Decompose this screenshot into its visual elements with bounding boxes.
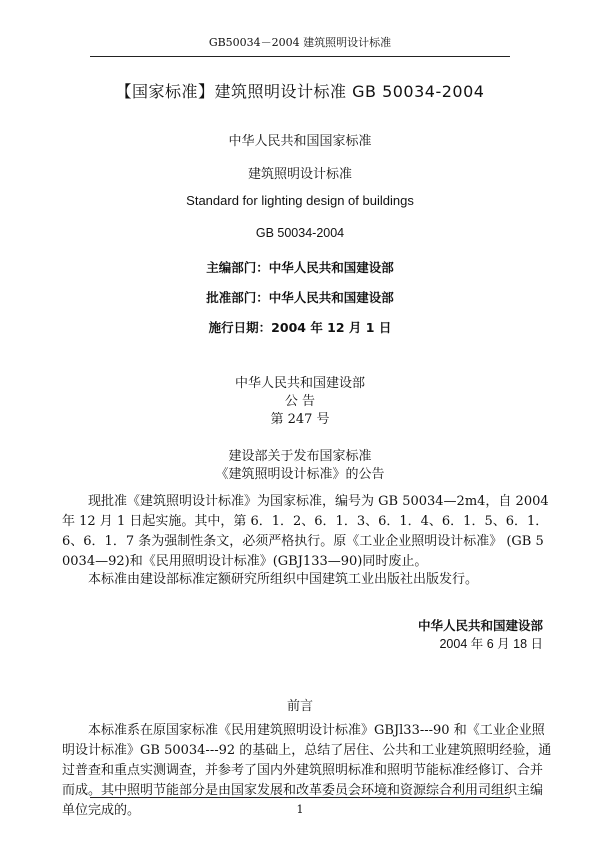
- standard-title-en: Standard for lighting design of buildings: [186, 193, 414, 208]
- effective-date: 施行日期：2004 年 12 月 1 日: [208, 320, 392, 335]
- standard-code: GB 50034-2004: [255, 226, 345, 240]
- notice-signature-date: 2004 年 6 月 18 日: [439, 637, 543, 651]
- footer-rule: [90, 797, 510, 798]
- notice-number: 第 247 号: [270, 412, 330, 427]
- notice-paragraph-1: 现批准《建筑照明设计标准》为国家标准，编号为 GB 50034—2m4，自 2004 年 12 月 1 日起实施。其中，第 6．1．2、6．1．3、6．1．4、6．1．5、6．1．6、6．1．7 条为强制性条文，必须严格执行。原《工业企业照明设计标准》 (GB 50034—92)和《民用照明设计标准》(GBJ133—90)同时废止。: [62, 494, 549, 569]
- notice-title-line2: 《建筑照明设计标准》的公告: [215, 467, 385, 482]
- document-title: 【国家标准】建筑照明设计标准 GB 50034-2004: [115, 82, 485, 101]
- notice-type: 公 告: [284, 394, 316, 409]
- approval-department: 批准部门：中华人民共和国建设部: [206, 290, 394, 305]
- notice-issuer: 中华人民共和国建设部: [234, 376, 365, 391]
- notice-title-line1: 建设部关于发布国家标准: [228, 449, 372, 464]
- country-standard-label: 中华人民共和国国家标准: [228, 134, 372, 149]
- notice-signature-org: 中华人民共和国建设部: [417, 618, 543, 633]
- standard-title-cn: 建筑照明设计标准: [247, 167, 352, 182]
- running-header: GB50034－2004 建筑照明设计标准: [208, 36, 392, 49]
- editor-department: 主编部门：中华人民共和国建设部: [206, 260, 394, 275]
- page-number: 1: [296, 803, 304, 816]
- header-rule: [90, 56, 510, 57]
- preface-heading: 前言: [286, 699, 313, 714]
- notice-paragraph-2: 本标准由建设部标准定额研究所组织中国建筑工业出版社出版发行。: [88, 572, 479, 587]
- preface-paragraph: 本标准系在原国家标准《民用建筑照明设计标准》GBJl33---90 和《工业企业照明设计标准》GB 50034---92 的基础上，总结了居住、公共和工业建筑照明经验，通过普查和重点实测调查，并参考了国内外建筑照明标准和照明节能标准经修订、合并而成。其中照明节能部分是由国家发展和改革委员会环境和资源综合利用司组织主编单位完成的。: [62, 723, 552, 818]
